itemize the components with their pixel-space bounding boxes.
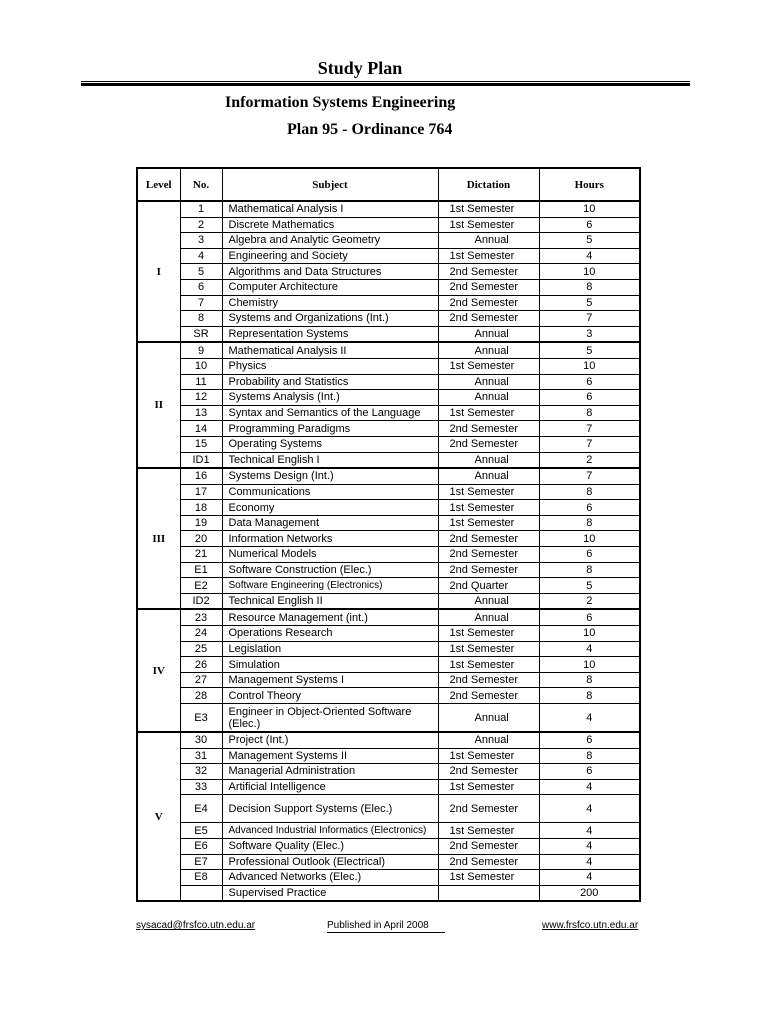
dictation-cell: Annual — [438, 326, 539, 342]
table-row — [137, 854, 640, 870]
table-row — [137, 217, 640, 233]
dictation-cell: 2nd Semester — [438, 672, 539, 688]
table-row — [137, 342, 640, 358]
subject-cell: Communications — [222, 484, 438, 500]
subject-cell: Computer Architecture — [222, 279, 438, 295]
dictation-cell: 1st Semester — [438, 748, 539, 764]
table-row — [137, 609, 640, 625]
hours-cell: 6 — [539, 609, 640, 625]
hours-cell: 4 — [539, 823, 640, 839]
dictation-cell: Annual — [438, 704, 539, 733]
hours-cell: 8 — [539, 672, 640, 688]
hours-cell: 10 — [539, 531, 640, 547]
course-number-cell: 16 — [180, 468, 222, 484]
level-cell: I — [137, 201, 180, 342]
subject-cell: Software Engineering (Electronics) — [222, 578, 438, 594]
table-row — [137, 436, 640, 452]
plan-ordinance: Plan 95 - Ordinance 764 — [287, 121, 453, 138]
hours-cell: 8 — [539, 484, 640, 500]
subject-cell: Algebra and Analytic Geometry — [222, 233, 438, 249]
course-number-cell: 18 — [180, 500, 222, 516]
hours-cell: 6 — [539, 732, 640, 748]
dictation-cell: 1st Semester — [438, 641, 539, 657]
table-row — [137, 452, 640, 468]
table-row — [137, 688, 640, 704]
dictation-cell: 1st Semester — [438, 405, 539, 421]
table-row — [137, 311, 640, 327]
course-number-cell: 23 — [180, 609, 222, 625]
dictation-cell: 2nd Semester — [438, 311, 539, 327]
table-body — [137, 201, 640, 901]
subject-cell: Artificial Intelligence — [222, 779, 438, 795]
column-header-number: No. — [180, 168, 222, 201]
subject-cell: Management Systems I — [222, 672, 438, 688]
course-number-cell: 4 — [180, 248, 222, 264]
dictation-cell: 2nd Semester — [438, 264, 539, 280]
hours-cell: 6 — [539, 500, 640, 516]
subject-cell: Data Management — [222, 515, 438, 531]
dictation-cell: Annual — [438, 609, 539, 625]
dictation-cell: 2nd Semester — [438, 295, 539, 311]
course-number-cell: E4 — [180, 795, 222, 823]
hours-cell: 6 — [539, 374, 640, 390]
column-header-subject: Subject — [222, 168, 438, 201]
subject-cell: Advanced Industrial Informatics (Electronics) — [222, 823, 438, 839]
subject-cell: Systems Analysis (Int.) — [222, 390, 438, 406]
course-number-cell: 5 — [180, 264, 222, 280]
subject-cell: Economy — [222, 500, 438, 516]
course-number-cell: 3 — [180, 233, 222, 249]
course-number-cell: 33 — [180, 779, 222, 795]
hours-cell: 4 — [539, 838, 640, 854]
dictation-cell: 1st Semester — [438, 217, 539, 233]
table-row — [137, 838, 640, 854]
dictation-cell: 2nd Semester — [438, 421, 539, 437]
hours-cell: 4 — [539, 779, 640, 795]
table-row — [137, 374, 640, 390]
subject-cell: Simulation — [222, 657, 438, 673]
subject-cell: Engineer in Object-Oriented Software (Elec.) — [222, 704, 438, 733]
subject-cell: Control Theory — [222, 688, 438, 704]
study-plan-table — [136, 167, 641, 902]
subject-cell: Management Systems II — [222, 748, 438, 764]
hours-cell: 6 — [539, 390, 640, 406]
hours-cell: 7 — [539, 421, 640, 437]
subject-cell: Legislation — [222, 641, 438, 657]
hours-cell: 4 — [539, 870, 640, 886]
dictation-cell: 1st Semester — [438, 484, 539, 500]
dictation-cell: 2nd Semester — [438, 531, 539, 547]
program-name: Information Systems Engineering — [225, 94, 456, 111]
hours-cell: 10 — [539, 626, 640, 642]
hours-cell: 200 — [539, 885, 640, 901]
table-row — [137, 326, 640, 342]
hours-cell: 5 — [539, 233, 640, 249]
footer-email-link[interactable]: sysacad@frsfco.utn.edu.ar — [136, 920, 256, 931]
table-row — [137, 390, 640, 406]
dictation-cell: Annual — [438, 468, 539, 484]
table-row — [137, 295, 640, 311]
table-row — [137, 515, 640, 531]
level-cell: III — [137, 468, 180, 609]
course-number-cell: 13 — [180, 405, 222, 421]
course-number-cell: 6 — [180, 279, 222, 295]
subject-cell: Professional Outlook (Electrical) — [222, 854, 438, 870]
dictation-cell: 1st Semester — [438, 779, 539, 795]
hours-cell: 2 — [539, 593, 640, 609]
subject-cell: Mathematical Analysis II — [222, 342, 438, 358]
footer-website-link[interactable]: www.frsfco.utn.edu.ar — [542, 920, 639, 931]
table-row — [137, 779, 640, 795]
hours-cell: 5 — [539, 295, 640, 311]
course-number-cell: E6 — [180, 838, 222, 854]
course-number-cell: 24 — [180, 626, 222, 642]
course-number-cell: ID2 — [180, 593, 222, 609]
dictation-cell: 2nd Semester — [438, 562, 539, 578]
subject-cell: Software Construction (Elec.) — [222, 562, 438, 578]
table-row — [137, 500, 640, 516]
hours-cell: 8 — [539, 748, 640, 764]
table-row — [137, 626, 640, 642]
course-number-cell: 12 — [180, 390, 222, 406]
dictation-cell: 1st Semester — [438, 500, 539, 516]
subject-cell: Supervised Practice — [222, 885, 438, 901]
subject-cell: Engineering and Society — [222, 248, 438, 264]
course-number-cell: 7 — [180, 295, 222, 311]
hours-cell: 4 — [539, 248, 640, 264]
dictation-cell: 2nd Semester — [438, 436, 539, 452]
table-row — [137, 484, 640, 500]
hours-cell: 5 — [539, 342, 640, 358]
dictation-cell: Annual — [438, 233, 539, 249]
dictation-cell: 2nd Semester — [438, 279, 539, 295]
table-row — [137, 248, 640, 264]
dictation-cell: 2nd Semester — [438, 688, 539, 704]
hours-cell: 6 — [539, 217, 640, 233]
subject-cell: Decision Support Systems (Elec.) — [222, 795, 438, 823]
subject-cell: Technical English I — [222, 452, 438, 468]
subject-cell: Probability and Statistics — [222, 374, 438, 390]
hours-cell: 10 — [539, 201, 640, 217]
course-number-cell: SR — [180, 326, 222, 342]
dictation-cell: 1st Semester — [438, 248, 539, 264]
hours-cell: 10 — [539, 264, 640, 280]
course-number-cell: 19 — [180, 515, 222, 531]
hours-cell: 8 — [539, 279, 640, 295]
course-number-cell: 25 — [180, 641, 222, 657]
subject-cell: Project (Int.) — [222, 732, 438, 748]
hours-cell: 7 — [539, 468, 640, 484]
hours-cell: 4 — [539, 854, 640, 870]
hours-cell: 10 — [539, 657, 640, 673]
hours-cell: 8 — [539, 405, 640, 421]
course-number-cell: E3 — [180, 704, 222, 733]
column-header-dictation: Dictation — [438, 168, 539, 201]
dictation-cell: 2nd Semester — [438, 547, 539, 563]
course-number-cell: E5 — [180, 823, 222, 839]
table-row — [137, 748, 640, 764]
subject-cell: Information Networks — [222, 531, 438, 547]
course-number-cell: 15 — [180, 436, 222, 452]
course-number-cell: 28 — [180, 688, 222, 704]
dictation-cell: 1st Semester — [438, 358, 539, 374]
table-row — [137, 823, 640, 839]
dictation-cell: 2nd Quarter — [438, 578, 539, 594]
subject-cell: Systems Design (Int.) — [222, 468, 438, 484]
course-number-cell — [180, 885, 222, 901]
table-row — [137, 641, 640, 657]
table-row — [137, 657, 640, 673]
subject-cell: Managerial Administration — [222, 764, 438, 780]
table-row — [137, 593, 640, 609]
hours-cell: 8 — [539, 515, 640, 531]
subject-cell: Mathematical Analysis I — [222, 201, 438, 217]
course-number-cell: ID1 — [180, 452, 222, 468]
subject-cell: Operations Research — [222, 626, 438, 642]
dictation-cell: 2nd Semester — [438, 764, 539, 780]
course-number-cell: 1 — [180, 201, 222, 217]
course-number-cell: 20 — [180, 531, 222, 547]
subject-cell: Programming Paradigms — [222, 421, 438, 437]
table-row — [137, 547, 640, 563]
subject-cell: Software Quality (Elec.) — [222, 838, 438, 854]
footer-published-date: Published in April 2008 — [327, 920, 445, 933]
course-number-cell: E1 — [180, 562, 222, 578]
course-number-cell: 17 — [180, 484, 222, 500]
dictation-cell: 2nd Semester — [438, 854, 539, 870]
hours-cell: 8 — [539, 688, 640, 704]
course-number-cell: 8 — [180, 311, 222, 327]
dictation-cell: 2nd Semester — [438, 795, 539, 823]
table-row — [137, 672, 640, 688]
table-row — [137, 562, 640, 578]
table-row — [137, 421, 640, 437]
course-number-cell: E8 — [180, 870, 222, 886]
dictation-cell: Annual — [438, 342, 539, 358]
course-number-cell: 27 — [180, 672, 222, 688]
course-number-cell: 26 — [180, 657, 222, 673]
table-row — [137, 704, 640, 733]
subject-cell: Discrete Mathematics — [222, 217, 438, 233]
header-rule-thin — [81, 81, 690, 82]
subject-cell: Algorithms and Data Structures — [222, 264, 438, 280]
subject-cell: Operating Systems — [222, 436, 438, 452]
table-row — [137, 795, 640, 823]
hours-cell: 8 — [539, 562, 640, 578]
dictation-cell: 1st Semester — [438, 515, 539, 531]
dictation-cell: Annual — [438, 374, 539, 390]
subject-cell: Physics — [222, 358, 438, 374]
table-row — [137, 764, 640, 780]
table-row — [137, 279, 640, 295]
course-number-cell: 10 — [180, 358, 222, 374]
dictation-cell: 1st Semester — [438, 823, 539, 839]
dictation-cell: 2nd Semester — [438, 838, 539, 854]
course-number-cell: 11 — [180, 374, 222, 390]
hours-cell: 6 — [539, 547, 640, 563]
subject-cell: Systems and Organizations (Int.) — [222, 311, 438, 327]
dictation-cell: 1st Semester — [438, 657, 539, 673]
column-header-level: Level — [137, 168, 180, 201]
table-row — [137, 405, 640, 421]
table-row — [137, 885, 640, 901]
course-number-cell: 32 — [180, 764, 222, 780]
hours-cell: 4 — [539, 795, 640, 823]
dictation-cell: Annual — [438, 452, 539, 468]
subject-cell: Technical English II — [222, 593, 438, 609]
course-number-cell: 14 — [180, 421, 222, 437]
course-number-cell: 2 — [180, 217, 222, 233]
table-row — [137, 468, 640, 484]
table-row — [137, 732, 640, 748]
table-row — [137, 578, 640, 594]
table-row — [137, 531, 640, 547]
dictation-cell: Annual — [438, 593, 539, 609]
header-rule-thick — [81, 83, 690, 86]
hours-cell: 3 — [539, 326, 640, 342]
level-cell: IV — [137, 609, 180, 732]
hours-cell: 7 — [539, 436, 640, 452]
dictation-cell: Annual — [438, 390, 539, 406]
course-number-cell: 30 — [180, 732, 222, 748]
table-row — [137, 233, 640, 249]
dictation-cell — [438, 885, 539, 901]
hours-cell: 10 — [539, 358, 640, 374]
column-header-hours: Hours — [539, 168, 640, 201]
table-row — [137, 264, 640, 280]
subject-cell: Resource Management (int.) — [222, 609, 438, 625]
hours-cell: 4 — [539, 704, 640, 733]
dictation-cell: Annual — [438, 732, 539, 748]
level-cell: II — [137, 342, 180, 468]
hours-cell: 6 — [539, 764, 640, 780]
subject-cell: Representation Systems — [222, 326, 438, 342]
dictation-cell: 1st Semester — [438, 626, 539, 642]
course-number-cell: E2 — [180, 578, 222, 594]
course-number-cell: 31 — [180, 748, 222, 764]
hours-cell: 7 — [539, 311, 640, 327]
dictation-cell: 1st Semester — [438, 870, 539, 886]
hours-cell: 5 — [539, 578, 640, 594]
subject-cell: Syntax and Semantics of the Language — [222, 405, 438, 421]
table-row — [137, 201, 640, 217]
hours-cell: 2 — [539, 452, 640, 468]
level-cell: V — [137, 732, 180, 901]
subject-cell: Chemistry — [222, 295, 438, 311]
subject-cell: Advanced Networks (Elec.) — [222, 870, 438, 886]
hours-cell: 4 — [539, 641, 640, 657]
course-number-cell: 9 — [180, 342, 222, 358]
table-header-row — [137, 168, 640, 201]
table-row — [137, 870, 640, 886]
course-number-cell: 21 — [180, 547, 222, 563]
course-number-cell: E7 — [180, 854, 222, 870]
subject-cell: Numerical Models — [222, 547, 438, 563]
dictation-cell: 1st Semester — [438, 201, 539, 217]
table-row — [137, 358, 640, 374]
page-title: Study Plan — [317, 58, 403, 78]
